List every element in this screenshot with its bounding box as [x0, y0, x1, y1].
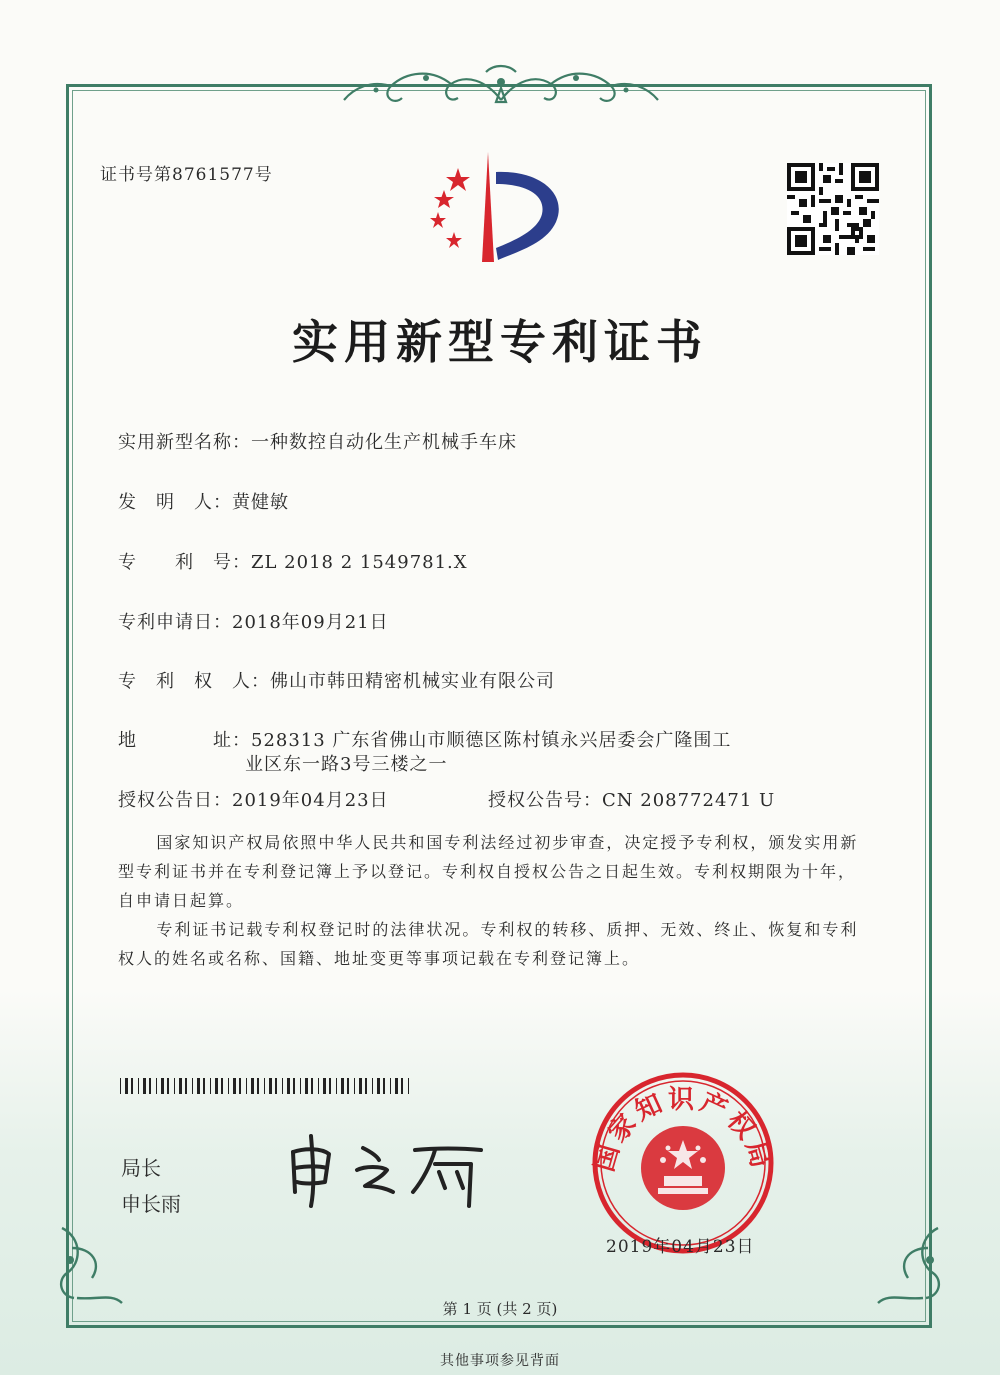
body-paragraph: 专利证书记载专利权登记时的法律状况。专利权的转移、质押、无效、终止、恢复和专利权人的姓名或名称、国籍、地址变更等事项记载在专利登记簿上。	[118, 920, 859, 968]
director-block	[121, 1150, 181, 1222]
corner-ornament-icon	[858, 1218, 948, 1308]
patent-number-value: ZL 2018 2 1549781.X	[251, 552, 468, 573]
certificate-title: 实用新型专利证书	[292, 315, 708, 369]
patent-number-row	[118, 548, 468, 574]
body-paragraph: 国家知识产权局依照中华人民共和国专利法经过初步审查，决定授予专利权，颁发实用新型专利证书并在专利登记簿上予以登记。专利权自授权公告之日起生效。专利权期限为十年，自申请日起算。	[118, 833, 859, 910]
address-row	[118, 726, 731, 752]
top-ornament-icon	[336, 60, 666, 112]
barcode-icon	[120, 1078, 415, 1094]
official-seal-icon	[588, 1068, 778, 1258]
utility-model-name-row	[118, 428, 517, 454]
grant-number-row	[488, 786, 775, 812]
patentee-row	[118, 667, 555, 693]
page-number: 第 1 页 (共 2 页)	[442, 1300, 558, 1318]
filing-date-value: 2018年09月21日	[232, 612, 389, 633]
filing-date-label: 专利申请日：	[118, 612, 232, 633]
grant-number-label: 授权公告号：	[488, 790, 602, 811]
cnipa-logo-icon	[418, 152, 568, 262]
corner-ornament-icon	[52, 1218, 142, 1308]
inner-border	[72, 90, 926, 1322]
grant-number-value: CN 208772471 U	[602, 790, 776, 811]
patentee-value: 佛山市韩田精密机械实业有限公司	[270, 671, 555, 692]
qr-code-icon	[787, 163, 879, 255]
address-line-1: 528313 广东省佛山市顺德区陈村镇永兴居委会广隆围工	[251, 730, 732, 751]
footer-note: 其他事项参见背面	[440, 1353, 560, 1369]
svg-text:国家知识产权局: 国家知识产权局	[589, 1085, 777, 1175]
seal-date: 2019年04月23日	[606, 1237, 755, 1257]
director-name: 申长雨	[121, 1192, 181, 1216]
grant-date-value: 2019年04月23日	[232, 790, 389, 811]
director-title: 局长	[121, 1156, 161, 1180]
inventor-value: 黄健敏	[232, 492, 289, 513]
inventor-label: 发 明 人：	[118, 492, 232, 513]
address-label: 地 址：	[118, 730, 251, 751]
utility-model-name-value: 一种数控自动化生产机械手车床	[251, 432, 517, 453]
grant-date-label: 授权公告日：	[118, 790, 232, 811]
patent-number-label: 专 利 号：	[118, 552, 251, 573]
utility-model-name-label: 实用新型名称：	[118, 432, 251, 453]
address-continuation: 业区东一路3号三楼之一	[245, 754, 448, 775]
inventor-row	[118, 488, 289, 514]
certificate-number: 证书号第8761577号	[100, 165, 273, 185]
signature-icon	[285, 1130, 495, 1210]
filing-date-row	[118, 608, 389, 634]
grant-date-row	[118, 786, 389, 812]
patentee-label: 专 利 权 人：	[118, 671, 270, 692]
